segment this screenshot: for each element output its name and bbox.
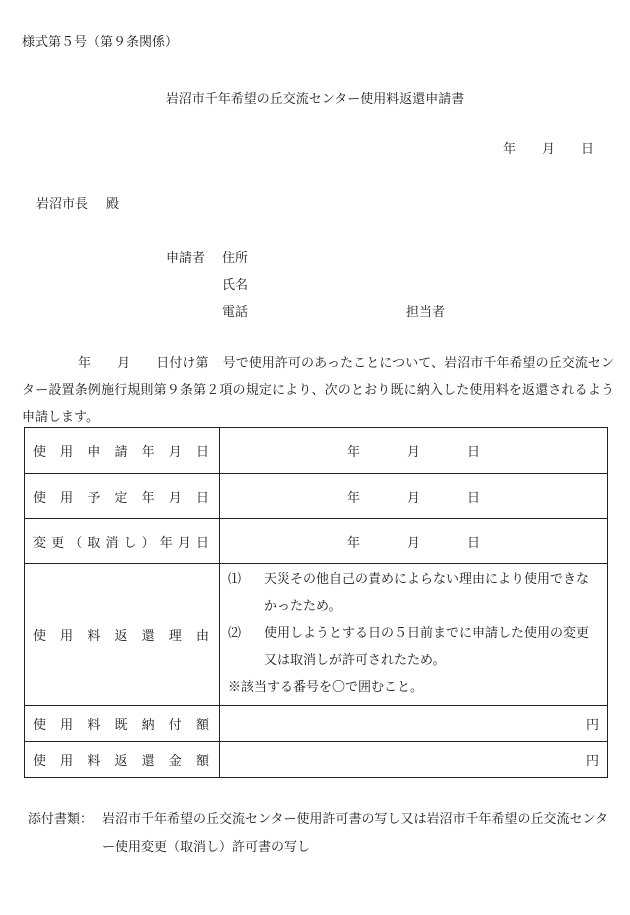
application-statement xyxy=(22,350,614,431)
statement-date-prefix: 日付け第 xyxy=(156,356,209,371)
table-row-change-cancel-date xyxy=(25,519,608,564)
label-char: 金 xyxy=(168,754,182,769)
label-char: 用 xyxy=(60,445,74,460)
applicant-label: 申請者 xyxy=(166,251,206,266)
label-char: 月 xyxy=(168,445,182,460)
reason-text: 天災その他自己の責めによらない理由により使用できなかったため。 xyxy=(264,572,590,614)
label-char: 返 xyxy=(114,754,128,769)
application-date xyxy=(503,138,594,157)
attachments-text: 岩沼市千年希望の丘交流センター使用許可書の写し又は岩沼市千年希望の丘交流センター使用変更（取消し）許可書の写し xyxy=(102,812,608,855)
paid-fee-field[interactable] xyxy=(220,706,608,742)
day-unit: 日 xyxy=(466,490,480,506)
row-label xyxy=(25,428,220,474)
year-unit: 年 xyxy=(346,445,360,460)
label-char: 日 xyxy=(195,490,209,506)
yen-unit: 円 xyxy=(585,718,599,733)
label-char: 日 xyxy=(195,445,209,460)
applicant-address-label: 住所 xyxy=(222,251,249,266)
label-char: 料 xyxy=(87,754,101,769)
label-char: 料 xyxy=(87,718,101,733)
form-number: 様式第５号（第９条関係） xyxy=(22,35,179,50)
attachments-label: 添付書類： xyxy=(28,812,94,827)
date-year-label: 年 xyxy=(502,142,516,157)
label-char: 年 xyxy=(141,490,155,506)
label-char: 使 xyxy=(33,490,47,506)
date-value-field[interactable] xyxy=(220,474,608,519)
yen-unit: 円 xyxy=(585,754,599,769)
reason-number: ⑵ xyxy=(228,626,242,641)
row-label xyxy=(25,519,220,564)
label-char: 額 xyxy=(195,718,209,733)
label-char: 返 xyxy=(114,629,128,644)
label-char: 既 xyxy=(114,718,128,733)
row-label xyxy=(25,742,220,778)
row-label xyxy=(25,706,220,742)
table-row-usage-application-date xyxy=(25,428,608,474)
month-unit: 月 xyxy=(406,490,420,506)
label-char: 使 xyxy=(33,718,47,733)
row-label xyxy=(25,474,220,519)
applicant-name-label: 氏名 xyxy=(222,278,249,293)
label-char: ） xyxy=(141,535,155,551)
month-unit: 月 xyxy=(406,535,420,551)
date-month-label: 月 xyxy=(541,142,555,157)
reason-option-1[interactable] xyxy=(228,566,599,620)
year-unit: 年 xyxy=(346,535,360,551)
label-char: し xyxy=(123,535,137,551)
label-char: 理 xyxy=(168,629,182,644)
reason-number: ⑴ xyxy=(228,572,242,587)
date-day-label: 日 xyxy=(580,142,594,157)
addressee-name: 岩沼市長 xyxy=(36,197,89,212)
document-title: 岩沼市千年希望の丘交流センター使用料返還申請書 xyxy=(165,92,465,107)
label-char: 月 xyxy=(177,535,191,551)
label-char: 請 xyxy=(114,445,128,460)
label-char: 用 xyxy=(60,754,74,769)
statement-month: 月 xyxy=(117,356,131,371)
table-row-paid-fee xyxy=(25,706,608,742)
label-char: 取 xyxy=(87,535,101,551)
label-char: 料 xyxy=(87,629,101,644)
reason-option-2[interactable] xyxy=(228,620,599,674)
label-char: 消 xyxy=(105,535,119,551)
row-label xyxy=(25,564,220,706)
label-char: 用 xyxy=(60,718,74,733)
label-char: 納 xyxy=(141,718,155,733)
label-char: 年 xyxy=(141,445,155,460)
addressee xyxy=(36,193,119,212)
label-char: 更 xyxy=(51,535,65,551)
refund-amount-field[interactable] xyxy=(220,742,608,778)
date-value-field[interactable] xyxy=(220,519,608,564)
application-table xyxy=(24,427,608,778)
label-char: 額 xyxy=(195,754,209,769)
label-char: 還 xyxy=(141,629,155,644)
table-row-scheduled-usage-date xyxy=(25,474,608,519)
label-char: 用 xyxy=(60,490,74,506)
applicant-phone-label: 電話 xyxy=(222,305,249,320)
addressee-honorific: 殿 xyxy=(106,197,120,212)
date-value-field[interactable] xyxy=(220,428,608,474)
label-char: 付 xyxy=(168,718,182,733)
label-char: 使 xyxy=(33,629,47,644)
table-row-refund-reason xyxy=(25,564,608,706)
label-char: 使 xyxy=(33,445,47,460)
label-char: 変 xyxy=(33,535,47,551)
label-char: 申 xyxy=(87,445,101,460)
label-char: 由 xyxy=(195,629,209,644)
label-char: 年 xyxy=(159,535,173,551)
label-char: 定 xyxy=(114,490,128,506)
label-char: 予 xyxy=(87,490,101,506)
label-char: 使 xyxy=(33,754,47,769)
label-char: 月 xyxy=(168,490,182,506)
refund-reason-field[interactable] xyxy=(220,564,608,706)
statement-text: 号で使用許可のあったことについて、岩沼市千年希望の丘交流センター設置条例施行規則第９条第２項の規定により、次のとおり既に納入した使用料を返還されるよう申請します。 xyxy=(22,356,614,425)
reason-text: 使用しようとする日の５日前までに申請した使用の変更又は取消しが許可されたため。 xyxy=(264,626,590,668)
reason-note: ※該当する番号を〇で囲むこと。 xyxy=(228,680,424,695)
applicant-contact-label: 担当者 xyxy=(406,305,446,320)
day-unit: 日 xyxy=(466,445,480,460)
day-unit: 日 xyxy=(466,535,480,551)
label-char: 用 xyxy=(60,629,74,644)
table-row-refund-amount xyxy=(25,742,608,778)
attachments xyxy=(28,806,618,862)
year-unit: 年 xyxy=(346,490,360,506)
month-unit: 月 xyxy=(406,445,420,460)
label-char: 日 xyxy=(195,535,209,551)
label-char: 還 xyxy=(141,754,155,769)
statement-year: 年 xyxy=(78,356,92,371)
label-char: （ xyxy=(69,535,83,551)
